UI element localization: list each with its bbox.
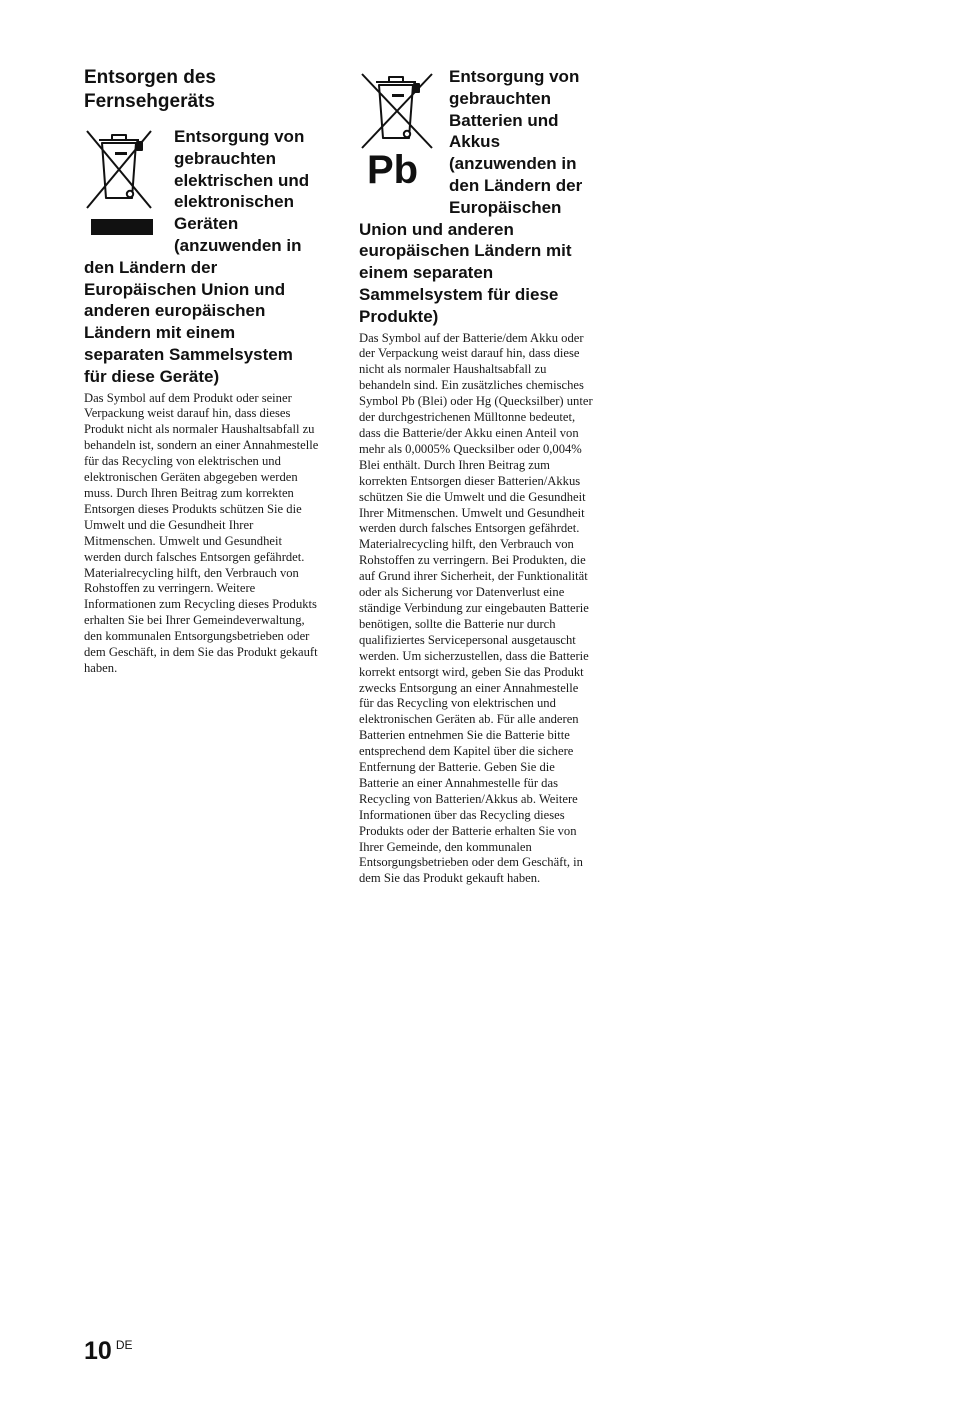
right-column [359,66,595,887]
page-number: 10 [84,1337,112,1365]
subsection-title-batteries: Entsorgung von gebrauchten Batterien und Akkus (anzuwenden in den Ländern der Europäischen Union und anderen europäischen Ländern mit einem separaten Sammelsystem für diese Produkte) [359,67,583,326]
page-footer [84,1336,132,1366]
body-text-weee: Das Symbol auf dem Produkt oder seiner Verpackung weist darauf hin, dass dieses Produkt nicht als normaler Haushaltsabfall zu behandeln ist, sondern an einer Annahmestelle für das Recycling von elektrischen und elektronischen Geräten abgegeben werden muss. Durch Ihren Beitrag zum korrekten Entsorgen dieses Produkts schützen Sie die Umwelt und die Gesundheit Ihrer Mitmenschen. Umwelt und Gesundheit werden durch falsches Entsorgen gefährdet. Materialrecycling hilft, den Verbrauch von Rohstoffen zu verringern. Weitere Informationen zum Recycling dieses Produkts erhalten Sie bei Ihrer Gemeindeverwaltung, den kommunalen Entsorgungsbetrieben oder dem Geschäft, in dem Sie das Produkt gekauft haben. [84,390,319,675]
pb-symbol: Pb [367,148,419,192]
wheelie-bin-icon [84,128,154,212]
crossed-out-wheelie-bin-pb-icon [359,72,449,198]
page-language: DE [115,1338,133,1352]
body-text-batteries: Das Symbol auf der Batterie/dem Akku oder der Verpackung weist darauf hin, dass diese nicht als normaler Haushaltsabfall zu behandeln sind. Ein zusätzliches chemisches Symbol Pb (Blei) oder Hg (Quecksilber) unter der durchgestrichenen Mülltonne bedeutet, dass die Batterie/der Akku einen Anteil von mehr als 0,0005% Quecksilber oder 0,004% Blei enthält. Durch Ihren Beitrag zum korrekten Entsorgen dieser Batterien/Akkus schützen Sie die Umwelt und die Gesundheit Ihrer Mitmenschen. Umwelt und Gesundheit werden durch falsches Entsorgen gefährdet. Materialrecycling hilft, den Verbrauch von Rohstoffen zu verringern. Bei Produkten, die auf Grund ihrer Sicherheit, der Funktionalität oder als Sicherung vor Datenverlust eine ständige Verbindung zur eingebauten Batterie benötigen, sollte die Batterie nur durch qualifiziertes Servicepersonal ausgetauscht werden. Um sicherzustellen, dass die Batterie korrekt entsorgt wird, geben Sie das Produkt zwecks Entsorgung an einer Annahmestelle für das Recycling von elektrischen und elektronischen Geräten ab. Für alle anderen Batterien entnehmen Sie die Batterie bitte entsprechend dem Kapitel über die sichere Entfernung der Batterie. Geben Sie die Batterie an einer Annahmestelle für das Recycling von Batterien/Akkus ab. Weitere Informationen über das Recycling dieses Produkts oder der Batterie erhalten Sie von Ihrer Gemeinde, den kommunalen Entsorgungsbetrieben oder dem Geschäft, in dem Sie das Produkt gekauft haben. [359,330,593,886]
wheelie-bin-icon [359,72,435,150]
crossed-out-wheelie-bin-with-bar-icon [84,128,174,244]
black-bar-mark [91,219,153,235]
subsection-title-weee: Entsorgung von gebrauchten elektrischen und elektronischen Geräten (anzuwenden in den Ländern der Europäischen Union und anderen europäischen Ländern mit einem separaten Sammelsystem für diese Geräte) [84,127,310,386]
left-column [84,66,320,677]
section-title: Entsorgen des Fernsehgeräts [84,67,216,112]
